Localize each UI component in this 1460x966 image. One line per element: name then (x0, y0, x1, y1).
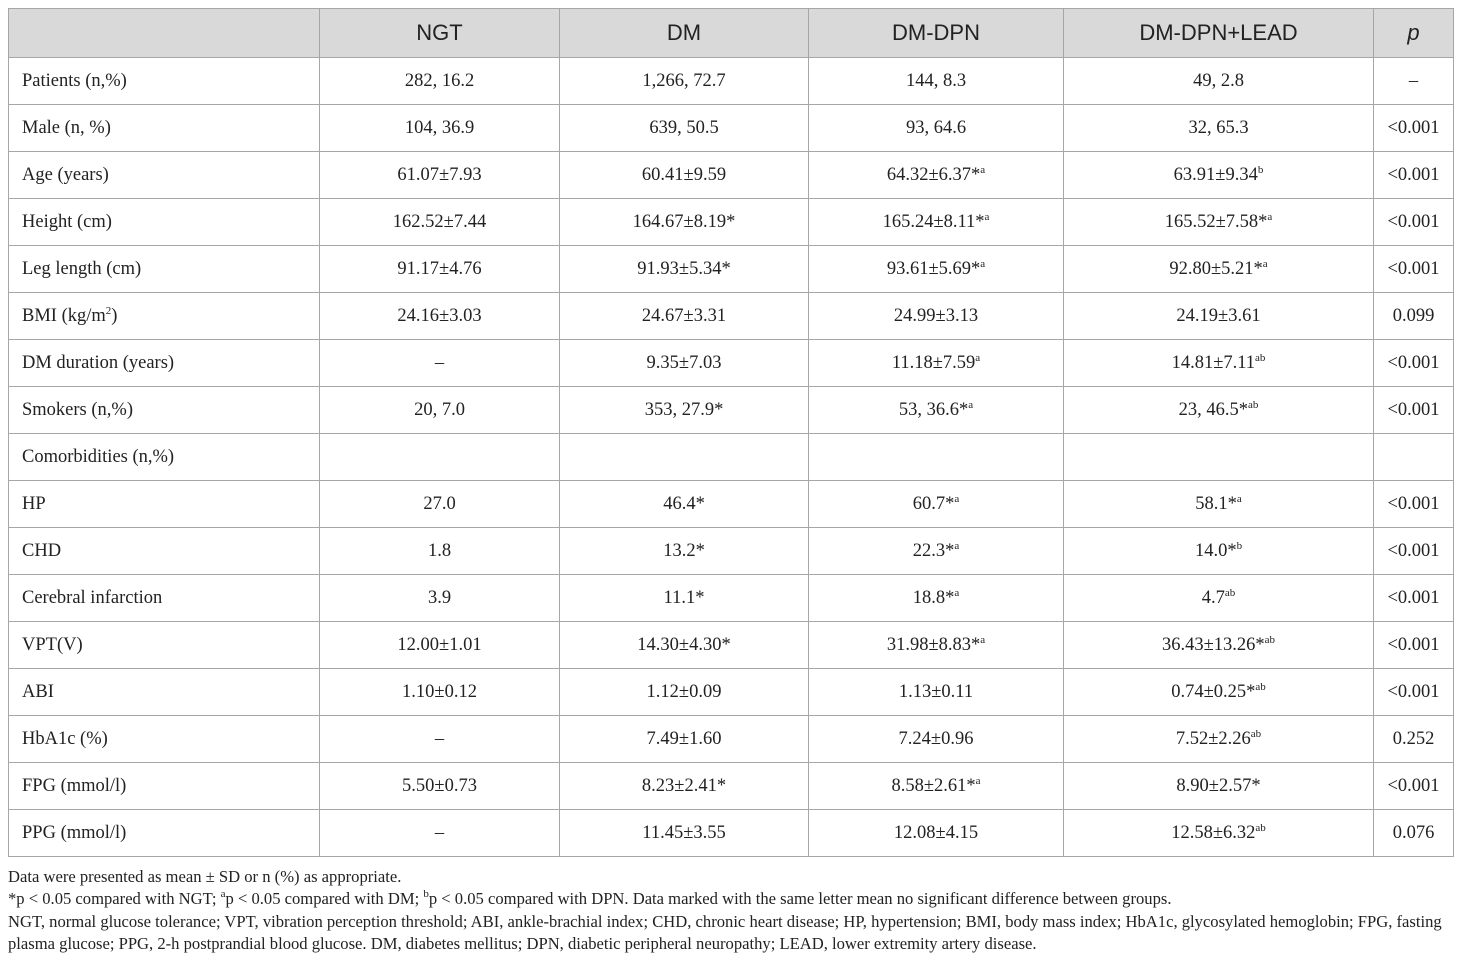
cell-dm-dpn-lead (1064, 528, 1374, 575)
baseline-characteristics-table (8, 8, 1454, 857)
cell-significance-superscript: ab (1255, 680, 1266, 693)
cell-value: 5.50±0.73 (402, 775, 477, 796)
cell-value: 7.49±1.60 (646, 728, 722, 749)
cell-p-value (1374, 58, 1454, 105)
cell-value: 31.98±8.83* (886, 634, 981, 655)
cell-value: 91.17±4.76 (397, 258, 482, 279)
cell-value: 8.23±2.41* (641, 775, 727, 796)
cell-p-value (1374, 152, 1454, 199)
cell-value: 14.0* (1194, 540, 1237, 561)
row-label: CHD (22, 540, 62, 561)
cell-dm-dpn (809, 199, 1064, 246)
row-label-cell (9, 246, 320, 293)
cell-value: 32, 65.3 (1188, 117, 1249, 138)
table-body (9, 58, 1454, 857)
cell-significance-superscript: ab (1250, 727, 1262, 740)
row-label: Height (cm) (22, 211, 112, 232)
cell-value: 9.35±7.03 (646, 352, 722, 373)
cell-significance-superscript: ab (1255, 351, 1266, 364)
row-label: FPG (mmol/l) (22, 775, 127, 796)
cell-dm-dpn (809, 340, 1064, 387)
cell-p-value (1374, 481, 1454, 528)
row-label-cell (9, 528, 320, 575)
row-label: HbA1c (%) (22, 728, 108, 749)
cell-dm (560, 669, 809, 716)
cell-value: 0.076 (1392, 822, 1435, 843)
table-row (9, 622, 1454, 669)
cell-value: 1.8 (427, 540, 452, 561)
cell-ngt (320, 763, 560, 810)
cell-value: 3.9 (427, 587, 452, 608)
cell-value: 0.74±0.25* (1171, 681, 1256, 702)
cell-value: 12.00±1.01 (397, 634, 482, 655)
cell-significance-superscript: ab (1264, 633, 1276, 646)
cell-value: 93.61±5.69* (886, 258, 981, 279)
cell-p-value (1374, 105, 1454, 152)
cell-p-value (1374, 575, 1454, 622)
cell-value: 63.91±9.34 (1173, 164, 1258, 185)
cell-value: 353, 27.9* (644, 399, 724, 420)
cell-value: 1,266, 72.7 (642, 70, 726, 91)
row-label-cell (9, 763, 320, 810)
cell-significance-superscript: a (954, 539, 960, 552)
cell-value: 46.4* (663, 493, 705, 514)
cell-dm (560, 622, 809, 669)
cell-value: 12.08±4.15 (893, 822, 979, 843)
cell-value: 13.2* (663, 540, 705, 561)
cell-p-value (1374, 293, 1454, 340)
cell-p-value (1374, 434, 1454, 481)
cell-dm (560, 528, 809, 575)
cell-dm-dpn (809, 387, 1064, 434)
row-label-cell (9, 481, 320, 528)
header-dm-dpn: DM-DPN (809, 9, 1064, 58)
cell-p-value (1374, 528, 1454, 575)
cell-dm (560, 434, 809, 481)
row-label: Patients (n,%) (22, 70, 127, 91)
cell-ngt (320, 387, 560, 434)
cell-significance-superscript: a (984, 210, 990, 223)
cell-value: <0.001 (1387, 587, 1440, 608)
cell-p-value (1374, 763, 1454, 810)
cell-value: 11.45±3.55 (642, 822, 726, 843)
cell-value: 7.24±0.96 (898, 728, 974, 749)
cell-dm (560, 293, 809, 340)
cell-ngt (320, 669, 560, 716)
row-label: ABI (22, 681, 54, 702)
table-row (9, 481, 1454, 528)
row-label-tail: ) (111, 305, 118, 326)
cell-dm-dpn-lead (1064, 575, 1374, 622)
cell-p-value (1374, 199, 1454, 246)
cell-dm (560, 246, 809, 293)
data-table-container (8, 8, 1453, 857)
row-label: Leg length (cm) (22, 258, 142, 279)
cell-value: 12.58±6.32 (1171, 822, 1256, 843)
row-label-cell (9, 622, 320, 669)
cell-value: 165.24±8.11* (882, 211, 985, 232)
cell-ngt (320, 575, 560, 622)
cell-significance-superscript: a (954, 586, 960, 599)
cell-value: 91.93±5.34* (637, 258, 731, 279)
cell-value: 11.1* (663, 587, 705, 608)
cell-ngt (320, 528, 560, 575)
row-label-cell (9, 152, 320, 199)
row-label-cell (9, 575, 320, 622)
cell-p-value (1374, 716, 1454, 763)
row-label: Comorbidities (n,%) (22, 446, 175, 467)
cell-value: 1.13±0.11 (898, 681, 974, 702)
row-label: BMI (kg/m (22, 305, 106, 326)
cell-value: 8.90±2.57* (1176, 775, 1261, 796)
row-label-cell (9, 810, 320, 857)
cell-dm-dpn (809, 246, 1064, 293)
cell-value: <0.001 (1387, 540, 1440, 561)
cell-dm-dpn-lead (1064, 669, 1374, 716)
cell-dm-dpn-lead (1064, 246, 1374, 293)
cell-value: – (434, 352, 445, 373)
row-label-cell (9, 58, 320, 105)
cell-dm (560, 575, 809, 622)
cell-value: – (434, 728, 445, 749)
cell-p-value (1374, 622, 1454, 669)
row-label-cell (9, 340, 320, 387)
cell-dm-dpn-lead (1064, 152, 1374, 199)
cell-dm-dpn (809, 528, 1064, 575)
cell-value: 36.43±13.26* (1161, 634, 1265, 655)
cell-value: <0.001 (1387, 117, 1440, 138)
cell-value: 162.52±7.44 (392, 211, 487, 232)
cell-value: <0.001 (1387, 258, 1440, 279)
cell-ngt (320, 58, 560, 105)
table-header (9, 9, 1454, 58)
cell-dm-dpn (809, 152, 1064, 199)
cell-dm (560, 105, 809, 152)
cell-value: 53, 36.6* (898, 399, 969, 420)
cell-significance-superscript: a (1267, 210, 1273, 223)
row-label: Male (n, %) (22, 117, 111, 138)
cell-dm (560, 810, 809, 857)
cell-value: <0.001 (1387, 634, 1440, 655)
cell-value: 164.67±8.19* (632, 211, 736, 232)
cell-value: 1.12±0.09 (646, 681, 722, 702)
table-footnotes (8, 866, 1453, 956)
cell-dm-dpn-lead (1064, 293, 1374, 340)
cell-significance-superscript: a (980, 633, 986, 646)
table-row (9, 669, 1454, 716)
cell-significance-superscript: a (980, 163, 986, 176)
cell-value: 7.52±2.26 (1175, 728, 1251, 749)
cell-p-value (1374, 387, 1454, 434)
cell-dm-dpn-lead (1064, 340, 1374, 387)
cell-value: 165.52±7.58* (1164, 211, 1268, 232)
footnote-sig-sup-a: a (220, 888, 226, 901)
row-label-cell (9, 199, 320, 246)
cell-ngt (320, 810, 560, 857)
cell-dm-dpn (809, 105, 1064, 152)
cell-ngt (320, 716, 560, 763)
cell-value: 58.1* (1195, 493, 1237, 514)
row-label-cell (9, 716, 320, 763)
cell-value: 61.07±7.93 (397, 164, 482, 185)
row-label: VPT(V) (22, 634, 83, 655)
table-row (9, 763, 1454, 810)
cell-value: 24.67±3.31 (641, 305, 727, 326)
cell-ngt (320, 434, 560, 481)
cell-value: 27.0 (423, 493, 456, 514)
cell-value: 92.80±5.21* (1169, 258, 1263, 279)
row-label-cell (9, 434, 320, 481)
cell-significance-superscript: a (975, 774, 981, 787)
cell-dm-dpn (809, 716, 1064, 763)
cell-dm-dpn (809, 481, 1064, 528)
cell-value: <0.001 (1387, 775, 1440, 796)
cell-dm-dpn-lead (1064, 387, 1374, 434)
cell-value: 93, 64.6 (905, 117, 967, 138)
cell-dm (560, 481, 809, 528)
cell-dm-dpn (809, 58, 1064, 105)
cell-ngt (320, 105, 560, 152)
cell-dm-dpn-lead (1064, 199, 1374, 246)
cell-dm-dpn-lead (1064, 105, 1374, 152)
cell-dm-dpn (809, 575, 1064, 622)
cell-dm-dpn-lead (1064, 58, 1374, 105)
row-label: Smokers (n,%) (22, 399, 133, 420)
cell-significance-superscript: ab (1247, 398, 1259, 411)
cell-value: 8.58±2.61* (891, 775, 976, 796)
table-row (9, 575, 1454, 622)
cell-value: <0.001 (1387, 211, 1440, 232)
cell-value: 23, 46.5* (1178, 399, 1248, 420)
cell-value: 20, 7.0 (414, 399, 465, 420)
footnote-presentation: Data were presented as mean ± SD or n (%) as appropriate. (8, 867, 402, 886)
cell-ngt (320, 622, 560, 669)
header-row (9, 9, 1454, 58)
cell-dm-dpn (809, 763, 1064, 810)
table-row (9, 58, 1454, 105)
cell-p-value (1374, 810, 1454, 857)
cell-value: 60.7* (912, 493, 955, 514)
cell-value: <0.001 (1387, 681, 1440, 702)
footnote-significance (8, 888, 1453, 910)
cell-dm-dpn (809, 434, 1064, 481)
cell-ngt (320, 246, 560, 293)
cell-dm (560, 340, 809, 387)
table-row (9, 528, 1454, 575)
cell-dm-dpn-lead (1064, 481, 1374, 528)
footnote-sig-sup-b: b (423, 888, 429, 901)
cell-ngt (320, 340, 560, 387)
cell-dm-dpn-lead (1064, 716, 1374, 763)
cell-value: – (434, 822, 445, 843)
table-row (9, 434, 1454, 481)
header-p-value: p (1374, 9, 1454, 58)
cell-dm-dpn (809, 810, 1064, 857)
cell-significance-superscript: a (980, 257, 986, 270)
header-dm-dpn-lead: DM-DPN+LEAD (1064, 9, 1374, 58)
cell-dm-dpn (809, 293, 1064, 340)
table-row (9, 293, 1454, 340)
cell-dm-dpn-lead (1064, 434, 1374, 481)
cell-dm-dpn (809, 622, 1064, 669)
footnote-sig-part3: p < 0.05 compared with DPN. Data marked with the same letter mean no significant difference between groups. (428, 889, 1172, 909)
table-row (9, 387, 1454, 434)
cell-value: <0.001 (1387, 399, 1440, 420)
row-label: PPG (mmol/l) (22, 822, 127, 843)
cell-value: 0.252 (1392, 728, 1435, 749)
table-row (9, 105, 1454, 152)
header-ngt: NGT (320, 9, 560, 58)
cell-dm-dpn (809, 669, 1064, 716)
table-row (9, 152, 1454, 199)
table-row (9, 810, 1454, 857)
cell-value: 4.7 (1201, 587, 1225, 608)
cell-significance-superscript: ab (1255, 821, 1266, 834)
footnote-abbreviations: NGT, normal glucose tolerance; VPT, vibration perception threshold; ABI, ankle-brachial index; CHD, chronic heart disease; HP, hypertension; BMI, body mass index; HbA1c, glycosylated hemoglobin; FPG, fasting plasma glucose; PPG, 2-h postprandial blood glucose. DM, diabetes mellitus; DPN, diabetic peripheral neuropathy; LEAD, lower extremity artery disease. (8, 911, 1442, 954)
cell-significance-superscript: a (968, 398, 974, 411)
footnote-sig-part1: *p < 0.05 compared with NGT; (8, 889, 221, 909)
cell-significance-superscript: b (1257, 163, 1264, 176)
cell-ngt (320, 199, 560, 246)
header-dm: DM (560, 9, 809, 58)
cell-significance-superscript: a (1262, 257, 1268, 270)
cell-value: 104, 36.9 (404, 117, 475, 138)
cell-value: 14.30±4.30* (637, 634, 731, 655)
cell-value: 22.3* (912, 540, 955, 561)
row-label: Cerebral infarction (22, 587, 163, 608)
cell-dm-dpn-lead (1064, 763, 1374, 810)
cell-dm-dpn-lead (1064, 622, 1374, 669)
cell-value: 144, 8.3 (905, 70, 967, 91)
cell-value: <0.001 (1387, 164, 1440, 185)
row-label: DM duration (years) (22, 352, 175, 373)
table-row (9, 246, 1454, 293)
cell-dm (560, 716, 809, 763)
cell-value: 24.99±3.13 (893, 305, 979, 326)
cell-ngt (320, 481, 560, 528)
cell-dm (560, 58, 809, 105)
cell-dm (560, 763, 809, 810)
row-label-cell (9, 293, 320, 340)
cell-significance-superscript: a (954, 492, 960, 505)
cell-ngt (320, 293, 560, 340)
cell-value: 282, 16.2 (404, 70, 475, 91)
cell-dm (560, 199, 809, 246)
cell-value: 24.19±3.61 (1176, 305, 1261, 326)
cell-p-value (1374, 246, 1454, 293)
cell-significance-superscript: a (1236, 492, 1242, 505)
cell-value: 0.099 (1392, 305, 1435, 326)
cell-value: 1.10±0.12 (402, 681, 477, 702)
table-row (9, 199, 1454, 246)
table-row (9, 340, 1454, 387)
cell-value: <0.001 (1387, 493, 1440, 514)
cell-significance-superscript: a (975, 351, 981, 364)
cell-value: 60.41±9.59 (641, 164, 727, 185)
cell-dm (560, 387, 809, 434)
cell-value: – (1408, 70, 1419, 91)
cell-significance-superscript: b (1236, 539, 1243, 552)
row-label-cell (9, 387, 320, 434)
row-label-cell (9, 669, 320, 716)
cell-value: <0.001 (1387, 352, 1440, 373)
row-label-superscript: 2 (105, 304, 112, 317)
cell-value: 24.16±3.03 (397, 305, 482, 326)
cell-value: 64.32±6.37* (886, 164, 981, 185)
table-row (9, 716, 1454, 763)
cell-value: 14.81±7.11 (1171, 352, 1256, 373)
cell-ngt (320, 152, 560, 199)
header-blank (9, 9, 320, 58)
cell-dm-dpn-lead (1064, 810, 1374, 857)
cell-value: 11.18±7.59 (891, 352, 976, 373)
footnote-sig-part2: p < 0.05 compared with DM; (225, 889, 424, 909)
row-label-cell (9, 105, 320, 152)
row-label: Age (years) (22, 164, 109, 185)
cell-p-value (1374, 669, 1454, 716)
cell-p-value (1374, 340, 1454, 387)
cell-value: 49, 2.8 (1193, 70, 1244, 91)
cell-value: 639, 50.5 (649, 117, 719, 138)
cell-dm (560, 152, 809, 199)
cell-significance-superscript: ab (1224, 586, 1236, 599)
row-label: HP (22, 493, 46, 514)
cell-value: 18.8* (912, 587, 955, 608)
